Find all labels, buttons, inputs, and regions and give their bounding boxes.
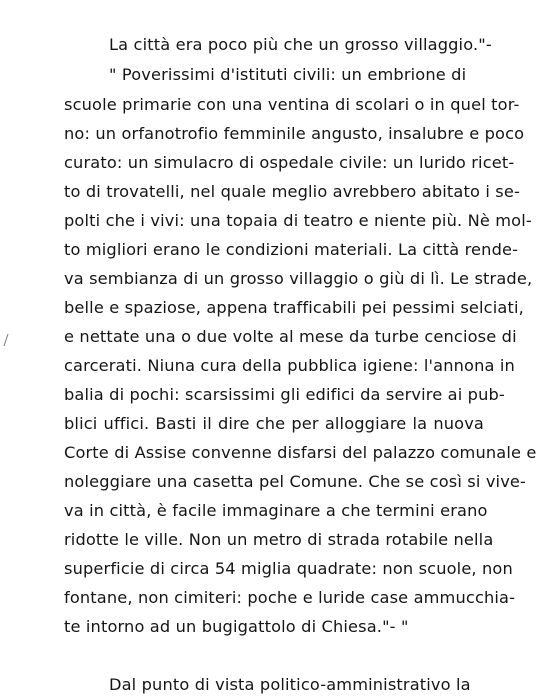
text-line: va sembianza di un grosso villaggio o giù di lì. Le strade,	[64, 269, 533, 288]
text-line: fontane, non cimiteri: poche e luride case ammucchia-	[64, 588, 516, 607]
text-line: e nettate una o due volte al mese da turbe cenciose di	[64, 327, 517, 346]
text-line: Dal punto di vista politico-amministrativo la	[109, 675, 471, 694]
text-line: scuole primarie con una ventina di scolari o in quel tor-	[64, 95, 520, 114]
text-line: polti che i vivi: una topaia di teatro e niente più. Nè mol-	[64, 211, 532, 230]
text-line: curato: un simulacro di ospedale civile: un lurido ricet-	[64, 153, 515, 172]
text-line: te intorno ad un bugigattolo di Chiesa."- "	[64, 617, 409, 636]
text-line: belle e spaziose, appena trafficabili pei pessimi selciati,	[64, 298, 524, 317]
text-line: to migliori erano le condizioni materiali. La città rende-	[64, 240, 519, 259]
text-line: La città era poco più che un grosso villaggio."-	[109, 35, 492, 54]
text-line: blici uffici. Basti il dire che per alloggiare la nuova	[64, 414, 484, 433]
text-line: superficie di circa 54 miglia quadrate: non scuole, non	[64, 559, 513, 578]
margin-pencil-mark	[2, 333, 10, 347]
text-line: Corte di Assise convenne disfarsi del palazzo comunale e	[64, 443, 537, 462]
text-line: ridotte le ville. Non un metro di strada rotabile nella	[64, 530, 494, 549]
text-line: " Poverissimi d'istituti civili: un embrione di	[109, 65, 467, 84]
text-line: noleggiare una casetta pel Comune. Che se così si vive-	[64, 472, 527, 491]
text-line: carcerati. Niuna cura della pubblica igiene: l'annona in	[64, 356, 515, 375]
text-line: va in città, è facile immaginare a che termini erano	[64, 501, 488, 520]
text-line: no: un orfanotrofio femminile angusto, insalubre e poco	[64, 124, 525, 143]
text-line: balia di pochi: scarsissimi gli edifici da servire ai pub-	[64, 385, 505, 404]
text-line: to di trovatelli, nel quale meglio avrebbero abitato i se-	[64, 182, 520, 201]
